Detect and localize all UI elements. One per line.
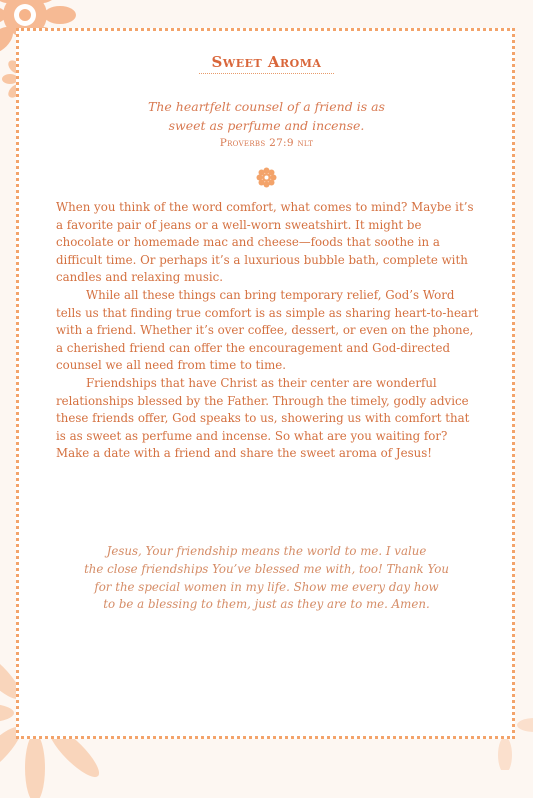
prayer-line: Jesus, Your friendship means the world to me. I value: [106, 544, 427, 558]
body-paragraph: While all these things can bring temporary relief, God’s Word tells us that finding true comfort is as simple as sharing heart-to-heart with a friend. Whether it’s over coffee, dessert, or even on the phone, a cherished friend can offer the encouragement and God-directed counsel we all need from time to time.: [56, 287, 479, 373]
body-paragraph: Friendships that have Christ as their center are wonderful relationships blessed by the Father. Through the timely, godly advice these friends offer, God speaks to us, showering us with comfort that is as sweet as perfume and incense. So what are you waiting for? Make a date with a friend and share the sweet aroma of Jesus!: [56, 375, 470, 461]
title-underline: [199, 73, 334, 74]
flower-icon: [256, 167, 277, 188]
devotional-body: [56, 199, 481, 463]
prayer-line: the close friendships You’ve blessed me with, too! Thank You: [84, 561, 449, 576]
body-paragraph: When you think of the word comfort, what comes to mind? Maybe it’s a favorite pair of jeans or a well-worn sweatshirt. It might be chocolate or homemade mac and cheese—foods that soothe in a difficult time. Or perhaps it’s a luxurious bubble bath, complete with candles and relaxing music.: [56, 200, 474, 285]
scripture-verse: [0, 97, 533, 135]
verse-reference: Proverbs 27:9 nlt: [219, 137, 314, 149]
closing-prayer: [0, 543, 533, 614]
prayer-line: for the special women in my life. Show me every day how: [94, 579, 439, 594]
verse-line: sweet as perfume and incense.: [168, 118, 365, 133]
prayer-line: to be a blessing to them, just as they are to me. Amen.: [103, 597, 430, 612]
verse-line: The heartfelt counsel of a friend is as: [148, 99, 385, 114]
page-title: Sweet Aroma: [211, 53, 322, 71]
